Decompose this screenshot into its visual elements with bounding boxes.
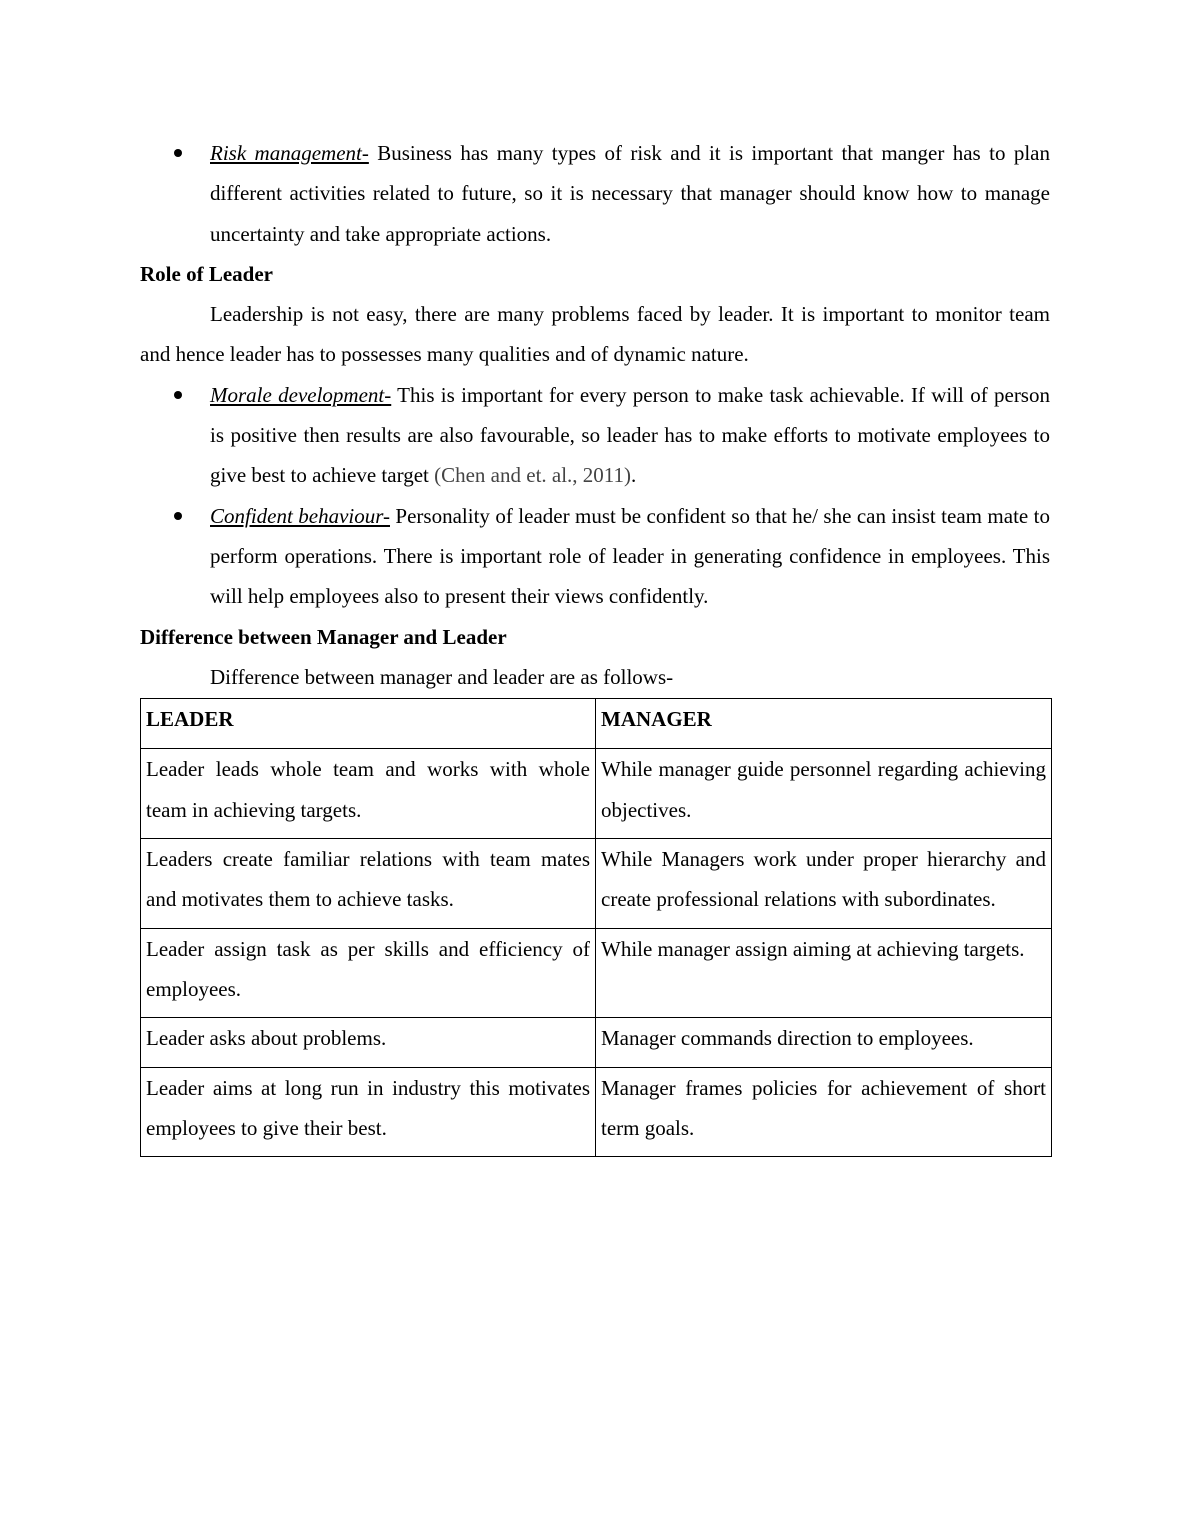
bullet-icon [174, 149, 182, 157]
citation: (Chen and et. al., 2011) [434, 463, 632, 488]
bullet-confident-behaviour [140, 496, 1050, 617]
manager-cell: While manager guide personnel regarding achieving objectives. [596, 749, 1052, 839]
document-page [140, 133, 1050, 1157]
bullet-text: Business has many types of risk and it is important that manger has to plan different activities related to future, so it is necessary that manager should know how to manage uncertainty and take appropriate actions. [210, 141, 1050, 246]
table-header-row [141, 699, 1052, 749]
bullet-icon [174, 512, 182, 520]
bullet-text: Personality of leader must be confident so that he/ she can insist team mate to perform operations. There is important role of leader in generating confidence in employees. This will help employees also to present their views confidently. [210, 503, 1050, 609]
section-heading-role-of-leader: Role of Leader [140, 261, 273, 286]
bullet-risk-management [140, 133, 1050, 254]
table-row [141, 1018, 1052, 1067]
leader-cell: Leader aims at long run in industry this motivates employees to give their best. [141, 1067, 596, 1157]
table-row [141, 839, 1052, 929]
bullet-term: Confident behaviour- [210, 503, 390, 528]
leader-cell: Leaders create familiar relations with team mates and motivates them to achieve tasks. [141, 839, 596, 929]
table-row [141, 928, 1052, 1018]
leader-cell: Leader asks about problems. [141, 1018, 596, 1067]
manager-cell: While manager assign aiming at achieving targets. [596, 928, 1052, 1018]
leader-cell: Leader assign task as per skills and efficiency of employees. [141, 928, 596, 1018]
bullet-term: Risk management- [210, 141, 369, 165]
manager-cell: Manager frames policies for achievement of short term goals. [596, 1067, 1052, 1157]
manager-cell: While Managers work under proper hierarchy and create professional relations with subordinates. [596, 839, 1052, 929]
bullet-term: Morale development- [210, 382, 392, 407]
bullet-text: This is important for every person to make task achievable. If will of person is positive then results are also favourable, so leader has to make efforts to motivate employees to give best to achieve target [210, 382, 1050, 488]
table-row [141, 1067, 1052, 1157]
column-header-leader: LEADER [141, 699, 596, 749]
bullet-morale-development [140, 375, 1050, 496]
column-header-manager: MANAGER [596, 699, 1052, 749]
role-of-leader-paragraph: Leadership is not easy, there are many problems faced by leader. It is important to monitor team and hence leader has to possesses many qualities and of dynamic nature. [140, 302, 1050, 367]
bullet-text-end: . [631, 463, 637, 488]
difference-intro: Difference between manager and leader are as follows- [210, 664, 674, 689]
comparison-table [140, 698, 1052, 1157]
table-row [141, 749, 1052, 839]
leader-cell: Leader leads whole team and works with whole team in achieving targets. [141, 749, 596, 839]
manager-cell: Manager commands direction to employees. [596, 1018, 1052, 1067]
section-heading-difference: Difference between Manager and Leader [140, 624, 507, 649]
bullet-icon [174, 391, 182, 399]
